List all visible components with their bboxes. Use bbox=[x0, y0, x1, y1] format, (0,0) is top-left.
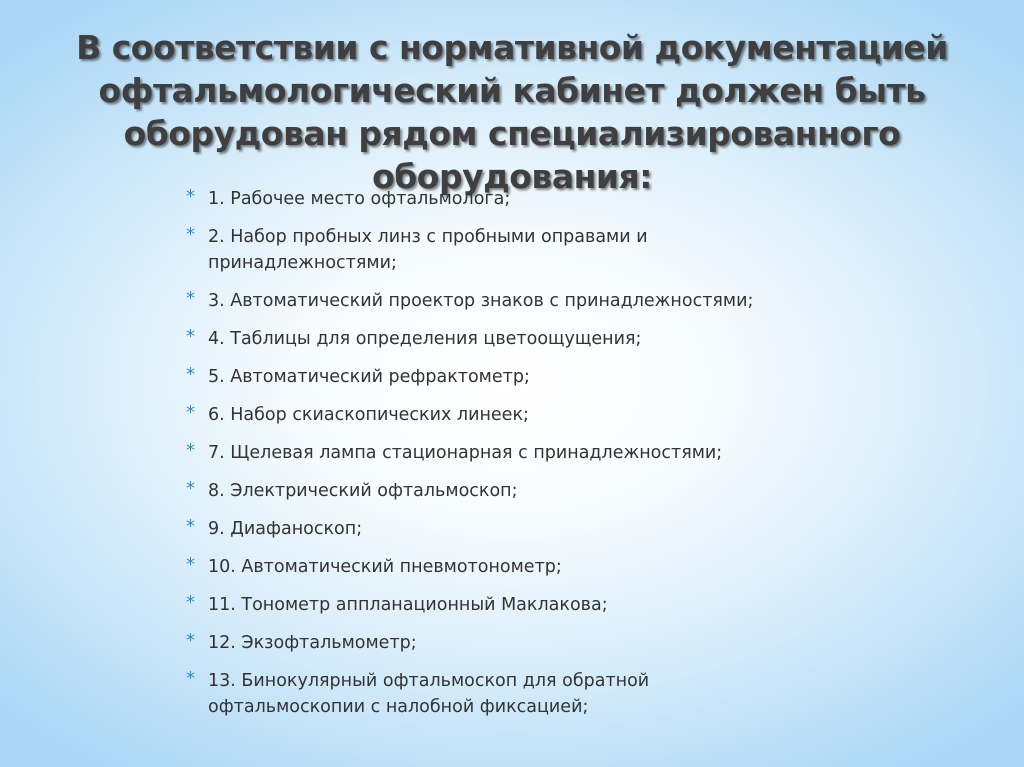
asterisk-bullet-icon: * bbox=[186, 288, 195, 309]
list-item bbox=[186, 478, 886, 504]
list-item bbox=[186, 440, 886, 466]
list-item bbox=[186, 224, 748, 276]
asterisk-bullet-icon: * bbox=[186, 440, 195, 461]
asterisk-bullet-icon: * bbox=[186, 364, 195, 385]
asterisk-bullet-icon: * bbox=[186, 516, 195, 537]
list-item bbox=[186, 592, 886, 618]
list-item-text: 2. Набор пробных линз с пробными оправами и принадлежностями; bbox=[208, 227, 648, 273]
list-item-text: 7. Щелевая лампа стационарная с принадлежностями; bbox=[208, 443, 723, 463]
list-item bbox=[186, 516, 886, 542]
asterisk-bullet-icon: * bbox=[186, 592, 195, 613]
list-item bbox=[186, 402, 886, 428]
asterisk-bullet-icon: * bbox=[186, 224, 195, 245]
list-item-text: 5. Автоматический рефрактометр; bbox=[208, 367, 530, 387]
list-item-text: 3. Автоматический проектор знаков с принадлежностями; bbox=[208, 291, 754, 311]
list-item bbox=[186, 668, 748, 720]
list-item bbox=[186, 630, 886, 656]
equipment-list bbox=[186, 186, 886, 732]
asterisk-bullet-icon: * bbox=[186, 478, 195, 499]
list-item-text: 12. Экзофтальмометр; bbox=[208, 633, 417, 653]
slide-title: В соответствии с нормативной документацией офтальмологический кабинет должен быть оборудован рядом специализированного оборудования: bbox=[76, 28, 948, 196]
list-item-text: 11. Тонометр аппланационный Маклакова; bbox=[208, 595, 608, 615]
list-item-text: 9. Диафаноскоп; bbox=[208, 519, 363, 539]
asterisk-bullet-icon: * bbox=[186, 186, 195, 207]
list-item-text: 6. Набор скиаскопических линеек; bbox=[208, 405, 529, 425]
list-item bbox=[186, 326, 886, 352]
list-item-text: 8. Электрический офтальмоскоп; bbox=[208, 481, 518, 501]
asterisk-bullet-icon: * bbox=[186, 326, 195, 347]
asterisk-bullet-icon: * bbox=[186, 402, 195, 423]
asterisk-bullet-icon: * bbox=[186, 554, 195, 575]
asterisk-bullet-icon: * bbox=[186, 630, 195, 651]
list-item bbox=[186, 554, 886, 580]
list-item bbox=[186, 186, 886, 212]
list-item-text: 13. Бинокулярный офтальмоскоп для обратной офтальмоскопии с налобной фиксацией; bbox=[208, 671, 650, 717]
list-item-text: 1. Рабочее место офтальмолога; bbox=[208, 189, 511, 209]
list-item bbox=[186, 288, 886, 314]
list-item bbox=[186, 364, 886, 390]
list-item-text: 10. Автоматический пневмотонометр; bbox=[208, 557, 562, 577]
asterisk-bullet-icon: * bbox=[186, 668, 195, 689]
list-item-text: 4. Таблицы для определения цветоощущения; bbox=[208, 329, 642, 349]
